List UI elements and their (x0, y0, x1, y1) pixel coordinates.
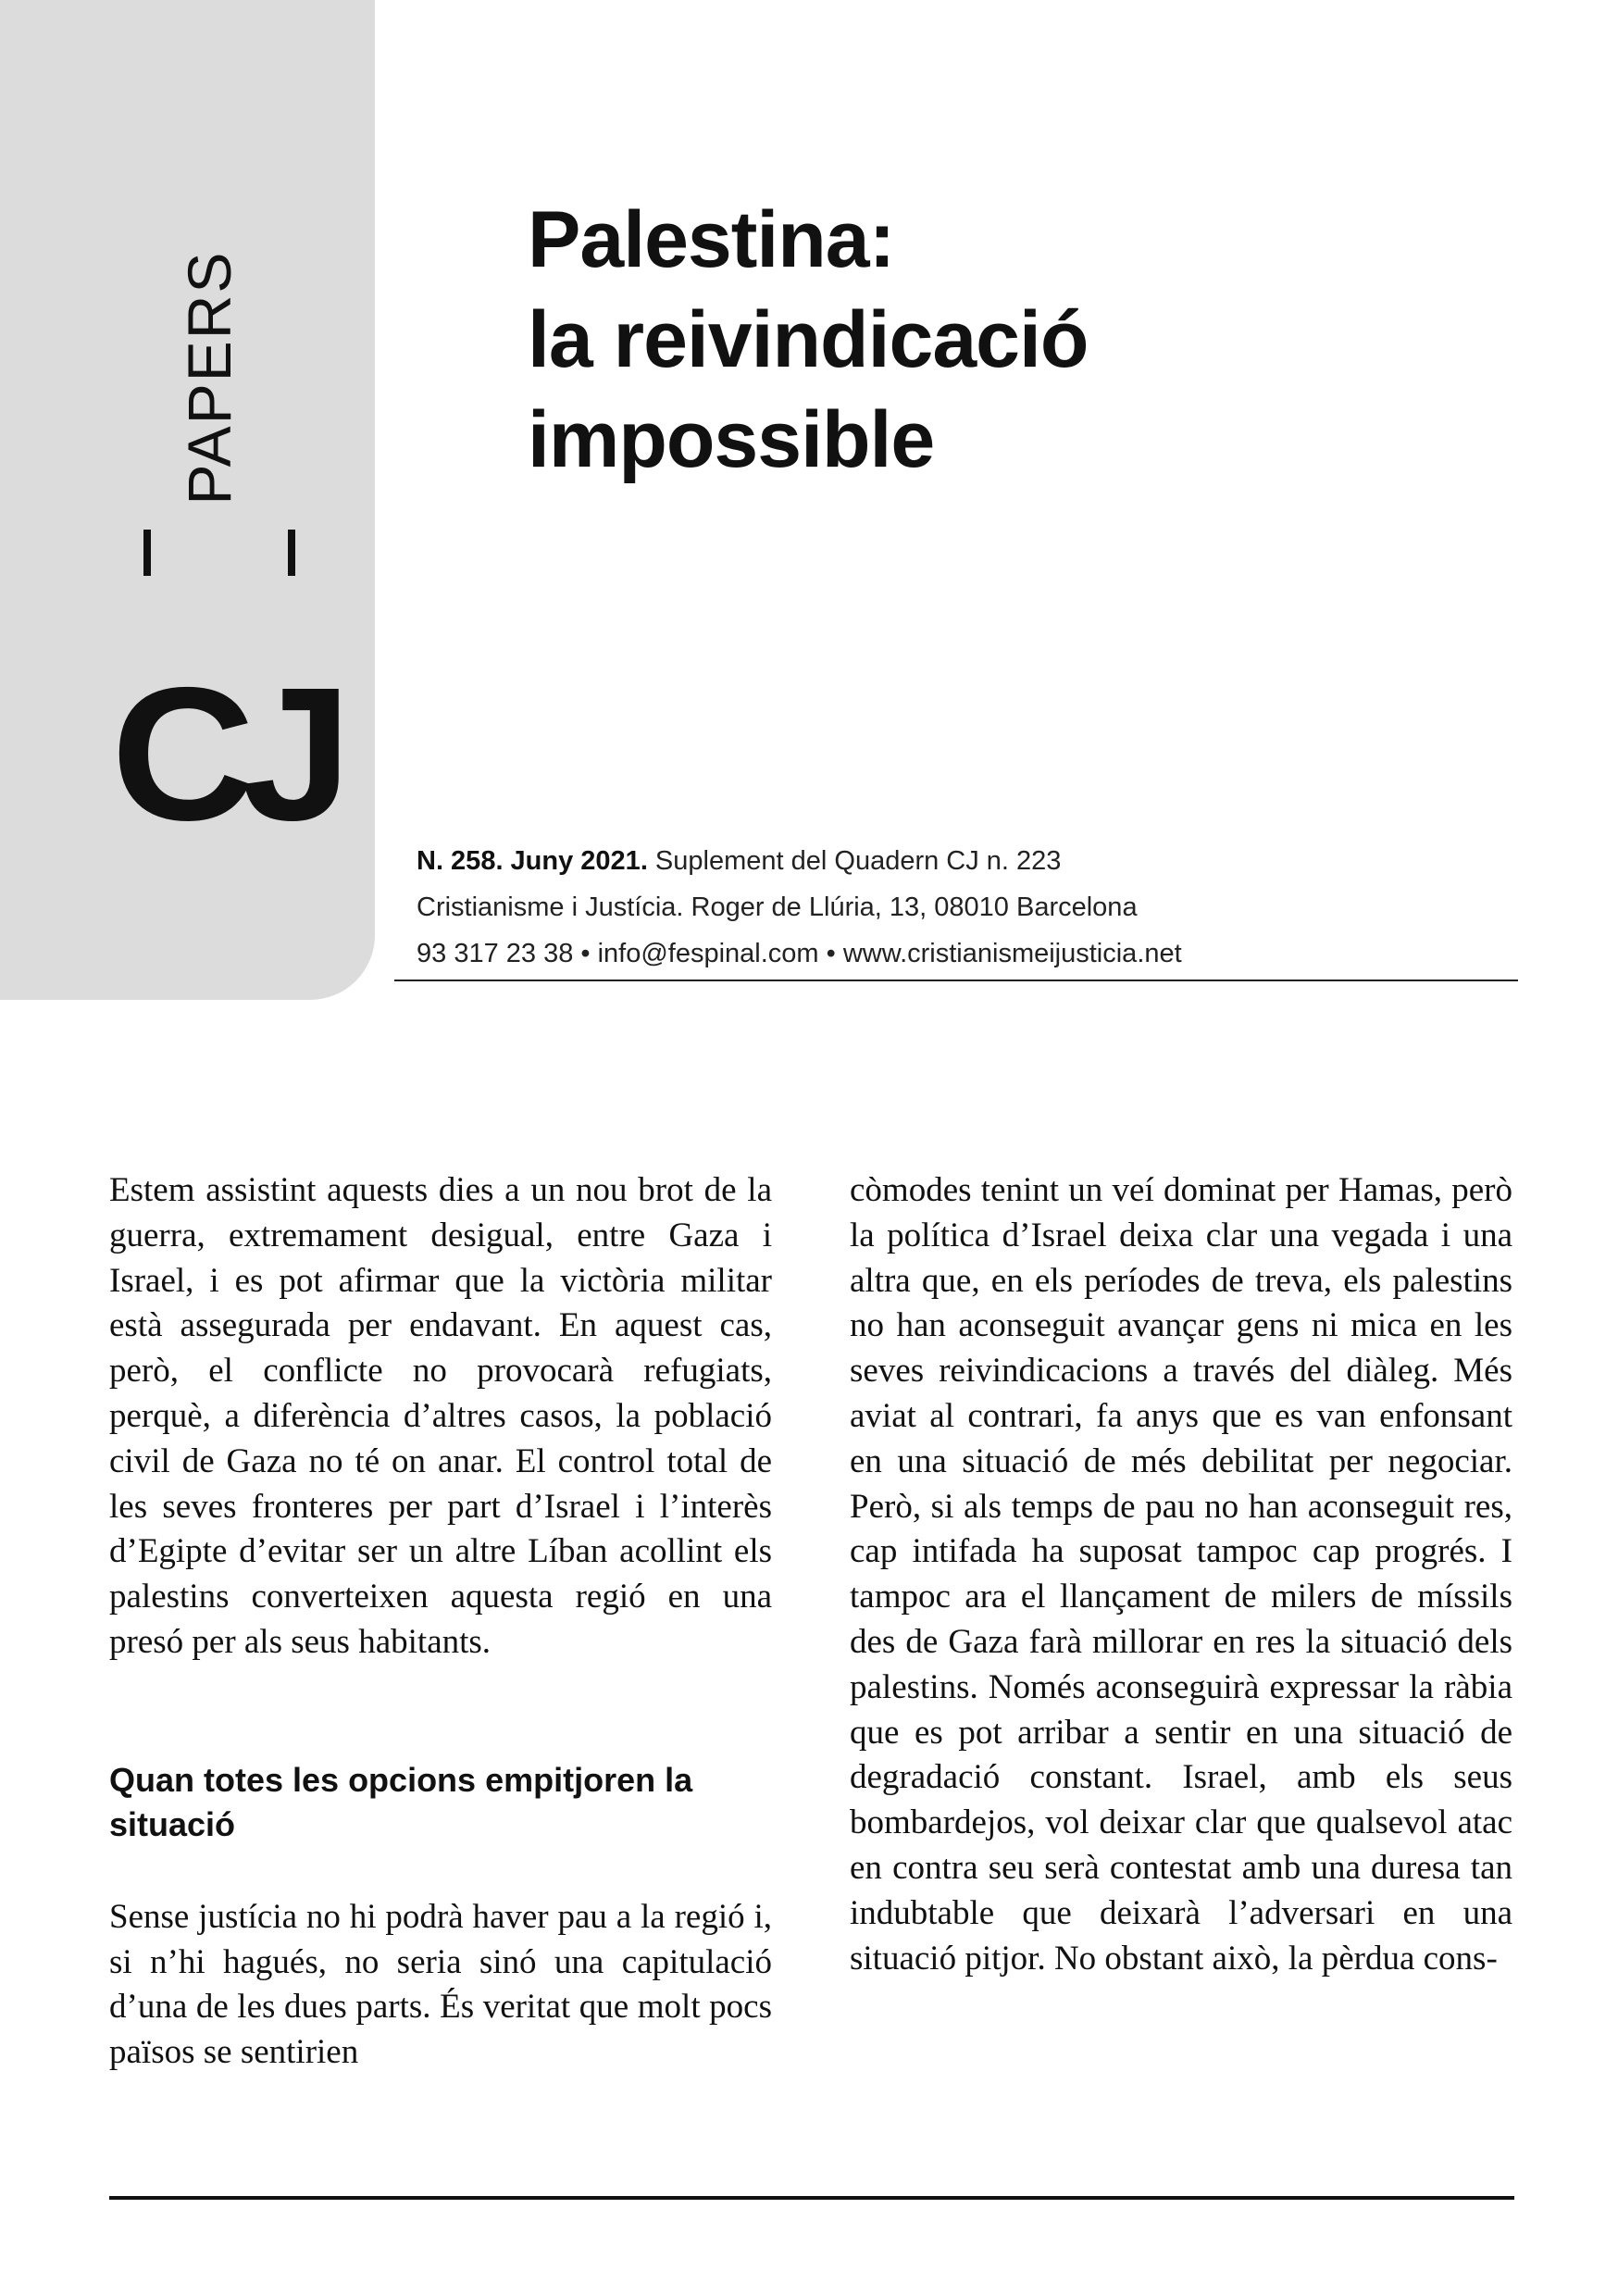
footer-rule (109, 2196, 1514, 2200)
publication-info (417, 838, 1182, 977)
contact-line: 93 317 23 38 • info@fespinal.com • www.cristianismeijusticia.net (417, 939, 1182, 968)
address-line: Cristianisme i Justícia. Roger de Llúria, 13, 08010 Barcelona (417, 892, 1138, 922)
left-column (109, 1168, 772, 2076)
right-column (850, 1168, 1512, 1981)
issue-line (417, 838, 1182, 884)
body-paragraph: Estem assistint aquests dies a un nou brot de la guerra, extremament desigual, entre Gaza i Israel, i es pot afirmar que la victòria militar està assegurada per endavant. En aquest cas, però, el conflicte no provocarà refugiats, perquè, a diferència d’altres casos, la població civil de Gaza no té on anar. El control total de les seves fronteres per part d’Israel i l’interès d’Egipte d’evitar ser un altre Líban acollint els palestins converteixen aquesta regió en una presó per als seus habitants. (109, 1171, 772, 1661)
title-line: impossible (528, 395, 935, 484)
divider-mark-right (288, 530, 295, 576)
issue-number: N. 258. Juny 2021. (417, 846, 648, 876)
title-line: Palestina: (528, 195, 895, 284)
section-heading: Quan totes les opcions empitjoren la situació (109, 1760, 693, 1843)
series-label: PAPERS (175, 250, 243, 505)
cj-logo: CJ (111, 648, 339, 860)
body-paragraph: Sense justícia no hi podrà haver pau a la regió i, si n’hi hagués, no seria sinó una capitulació d’una de les dues parts. És veritat que molt pocs països se sentirien (109, 1897, 772, 2072)
issue-supplement: Suplement del Quadern CJ n. 223 (647, 846, 1062, 876)
sidebar-panel (0, 0, 375, 1000)
divider-mark-left (143, 530, 151, 576)
page-title (528, 190, 1088, 490)
header-rule (394, 980, 1518, 981)
body-paragraph: còmodes tenint un veí dominat per Hamas, però la política d’Israel deixa clar una vegada i una altra que, en els períodes de treva, els palestins no han aconseguit avançar gens ni mica en les seves reivindicacions a través del diàleg. Més aviat al contrari, fa anys que es van enfonsant en una situació de més debilitat per negociar. Però, si als temps de pau no han aconseguit res, cap intifada ha suposat tampoc cap progrés. I tampoc ara el llançament de milers de míssils des de Gaza farà millorar en res la situació dels palestins. Només aconseguirà expressar la ràbia que es pot arribar a sentir en una situació de degradació constant. Israel, amb els seus bombardejos, vol deixar clar que qualsevol atac en contra seu serà contestat amb una duresa tan indubtable que deixarà l’adversari en una situació pitjor. No obstant això, la pèrdua cons- (850, 1171, 1512, 1978)
title-line: la reivindicació (528, 295, 1089, 384)
